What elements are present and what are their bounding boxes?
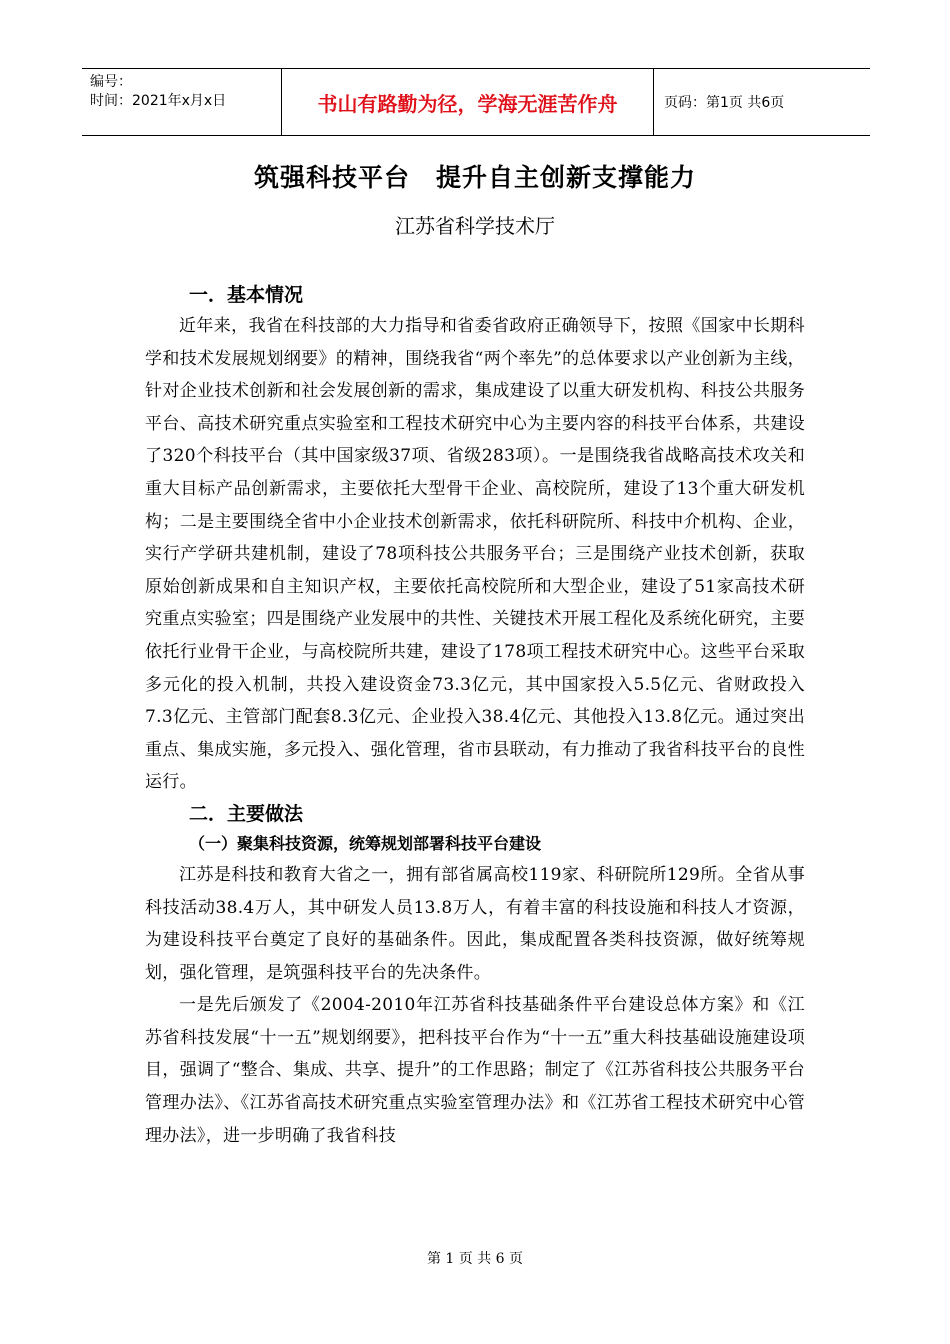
document-time-label: 时间：2021年x月x日: [90, 93, 227, 109]
header-page-cell: [654, 69, 870, 135]
document-body: [145, 280, 805, 1152]
paragraph-basic-situation: 近年来，我省在科技部的大力指导和省委省政府正确领导下，按照《国家中长期科学和技术发展规划纲要》的精神，围绕我省“两个率先”的总体要求以产业创新为主线，针对企业技术创新和社会发展创新的需求，集成建设了以重大研发机构、科技公共服务平台、高技术研究重点实验室和工程技术研究中心为主要内容的科技平台体系，共建设了320个科技平台（其中国家级37项、省级283项）。一是围绕我省战略高技术攻关和重大目标产品创新需求，主要依托大型骨干企业、高校院所，建设了13个重大研发机构；二是主要围绕全省中小企业技术创新需求，依托科研院所、科技中介机构、企业，实行产学研共建机制，建设了78项科技公共服务平台；三是围绕产业技术创新，获取原始创新成果和自主知识产权，主要依托高校院所和大型企业，建设了51家高技术研究重点实验室；四是围绕产业发展中的共性、关键技术开展工程化及系统化研究，主要依托行业骨干企业，与高校院所共建，建设了178项工程技术研究中心。这些平台采取多元化的投入机制，共投入建设资金73.3亿元，其中国家投入5.5亿元、省财政投入7.3亿元、主管部门配套8.3亿元、企业投入38.4亿元、其他投入13.8亿元。通过突出重点、集成实施，多元投入、强化管理，省市县联动，有力推动了我省科技平台的良性运行。: [145, 316, 805, 793]
page-footer: 第 1 页 共 6 页: [426, 1251, 524, 1267]
header-meta-cell: [82, 69, 282, 135]
header-table: [82, 68, 870, 136]
subsection-heading-resources: （一）聚集科技资源，统筹规划部署科技平台建设: [189, 833, 542, 853]
document-author: 江苏省科学技术厅: [395, 214, 555, 238]
section-heading-main-practices: 二．主要做法: [189, 802, 304, 825]
document-number-label: 编号：: [90, 74, 132, 90]
header-motto-cell: [282, 69, 654, 135]
header-motto: 书山有路勤为径，学海无涯苦作舟: [317, 91, 618, 116]
header-page-info: 页码：第1页 共6页: [664, 95, 785, 111]
paragraph-planning: 一是先后颁发了《2004-2010年江苏省科技基础条件平台建设总体方案》和《江苏省科技发展“十一五”规划纲要》，把科技平台作为“十一五”重大科技基础设施建设项目，强调了“整合、集成、共享、提升”的工作思路；制定了《江苏省科技公共服务平台管理办法》、《江苏省高技术研究重点实验室管理办法》和《江苏省工程技术研究中心管理办法》，进一步明确了我省科技: [145, 995, 805, 1146]
document-title: 筑强科技平台 提升自主创新支撑能力: [253, 163, 696, 192]
section-heading-basic-situation: 一．基本情况: [189, 284, 304, 306]
paragraph-resources: 江苏是科技和教育大省之一，拥有部省属高校119家、科研院所129所。全省从事科技活动38.4万人，其中研发人员13.8万人，有着丰富的科技设施和科技人才资源，为建设科技平台奠定了良好的基础条件。因此，集成配置各类科技资源，做好统筹规划，强化管理，是筑强科技平台的先决条件。: [145, 864, 805, 983]
